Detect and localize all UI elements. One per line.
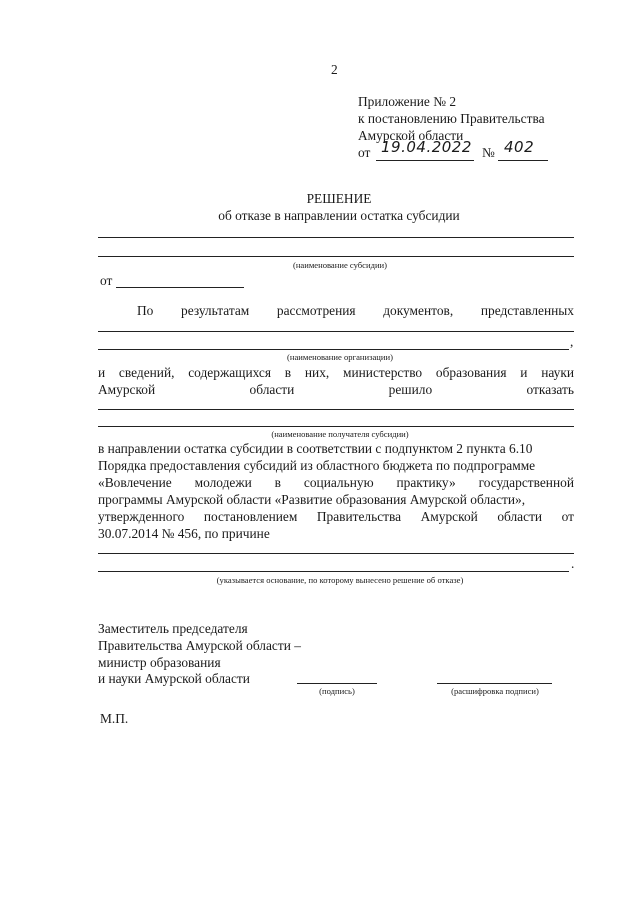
signer-line-1: Заместитель председателя — [98, 621, 248, 636]
info-line — [98, 365, 574, 381]
word: сведений, — [118, 365, 175, 380]
signature-caption: (подпись) — [319, 686, 355, 696]
reason-line-2 — [98, 571, 569, 572]
handwritten-date: 19.04.2022 — [381, 138, 472, 156]
signer-line-4: и науки Амурской области — [98, 671, 250, 686]
word: в направлении остатка субсидии в соответствии с подпунктом 2 пункта 6.10 — [98, 441, 533, 456]
word: молодежи — [194, 475, 252, 490]
body-line-2 — [98, 458, 574, 474]
appendix-from-label: от — [358, 145, 371, 160]
word: практику» — [396, 475, 456, 490]
body-line-3 — [98, 475, 574, 491]
decoding-caption: (расшифровка подписи) — [451, 686, 539, 696]
word: и — [520, 365, 528, 380]
organization-line-2 — [98, 349, 569, 350]
organization-caption: (наименование организации) — [287, 352, 393, 362]
body-line-6: 30.07.2014 № 456, по причине — [98, 526, 270, 541]
word: программы Амурской области «Развитие образования Амурской области», — [98, 492, 526, 507]
word: представленных — [480, 303, 574, 318]
appendix-line-1: Приложение № 2 — [358, 94, 457, 109]
from-label: от — [100, 273, 113, 288]
recipient-line-2 — [98, 426, 574, 427]
recipient-line-1 — [98, 409, 574, 410]
appendix-line-3: Амурской области — [358, 128, 464, 143]
reason-caption: (указывается основание, по которому вынесено решение об отказе) — [216, 575, 464, 585]
stamp-place: М.П. — [100, 711, 129, 726]
word: «Вовлечение — [98, 475, 172, 490]
decided-line — [98, 382, 574, 398]
body-line-5 — [98, 509, 574, 525]
word: министерство — [343, 365, 423, 380]
word: и — [98, 365, 106, 380]
page-number: 2 — [331, 62, 338, 77]
subsidy-name-line-2 — [98, 256, 574, 257]
from-date-line — [116, 287, 244, 288]
word: науки — [541, 365, 574, 380]
word: утвержденного — [98, 509, 185, 524]
word: области — [497, 509, 543, 524]
appendix-line-2: к постановлению Правительства — [358, 111, 545, 126]
handwritten-number: 402 — [504, 138, 535, 156]
word: По — [137, 303, 154, 318]
word: решило — [388, 382, 433, 397]
subsidy-name-caption: (наименование субсидии) — [292, 260, 388, 270]
decision-title: РЕШЕНИЕ — [306, 191, 372, 206]
signer-line-3: министр образования — [98, 655, 221, 670]
appendix-number-label: № — [482, 145, 495, 160]
body-line-1 — [98, 441, 574, 457]
word: социальную — [303, 475, 374, 490]
date-underline — [376, 160, 474, 161]
results-paragraph-line — [137, 303, 574, 319]
word: отказать — [526, 382, 574, 397]
word: в — [284, 365, 292, 380]
organization-comma: , — [570, 334, 574, 349]
reason-line-1 — [98, 553, 574, 554]
word: Амурской — [98, 382, 156, 397]
signer-line-2: Правительства Амурской области – — [98, 638, 301, 653]
word: Амурской — [420, 509, 478, 524]
word: постановлением — [203, 509, 298, 524]
word: Порядка предоставления субсидий из областного бюджета по подпрограмме — [98, 458, 536, 473]
word: государственной — [478, 475, 574, 490]
word: содержащихся — [188, 365, 272, 380]
word: образования — [435, 365, 507, 380]
word: области — [249, 382, 295, 397]
subsidy-name-line-1 — [98, 237, 574, 238]
signature-line — [297, 683, 377, 684]
word: результатам — [181, 303, 250, 318]
number-underline — [498, 160, 548, 161]
recipient-caption: (наименование получателя субсидии) — [271, 429, 409, 439]
word: от — [561, 509, 574, 524]
decoding-line — [437, 683, 552, 684]
organization-line-1 — [98, 331, 574, 332]
reason-period: . — [571, 556, 575, 571]
word: документов, — [383, 303, 454, 318]
word: них, — [304, 365, 330, 380]
word: в — [274, 475, 281, 490]
decision-subtitle: об отказе в направлении остатка субсидии — [218, 208, 460, 223]
word: Правительства — [316, 509, 402, 524]
body-line-4 — [98, 492, 574, 508]
word: рассмотрения — [276, 303, 356, 318]
